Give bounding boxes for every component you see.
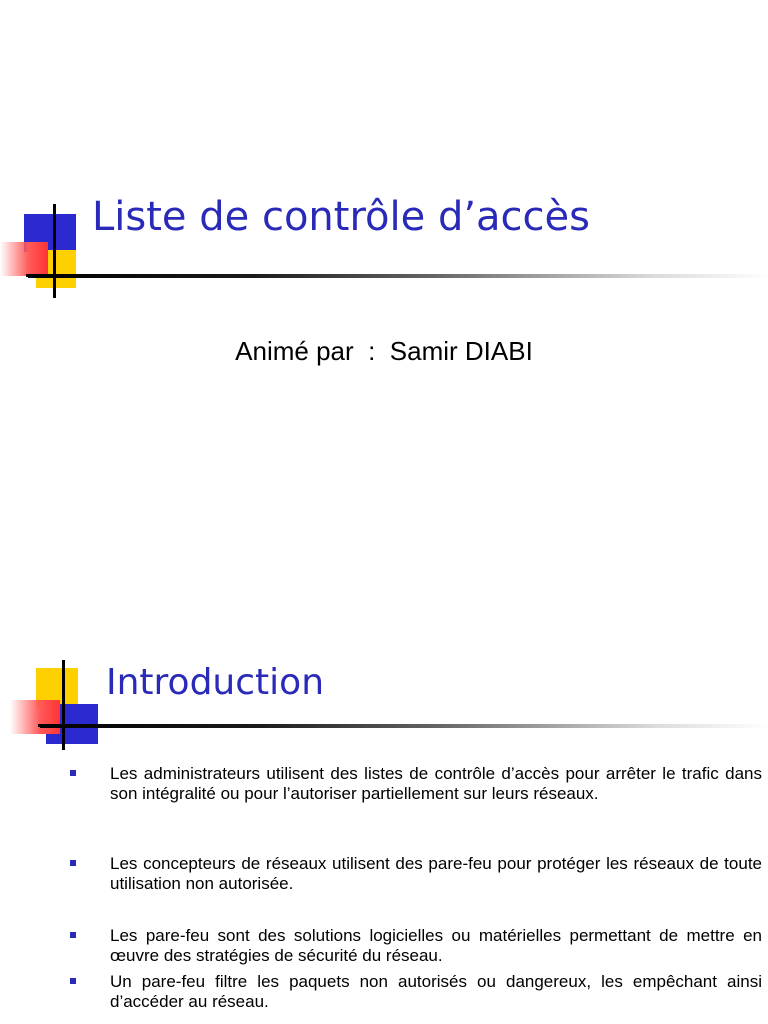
list-item: [70, 926, 762, 966]
bullet-square-icon: [70, 770, 76, 776]
bullet-text: Les pare-feu sont des solutions logicielles ou matérielles permettant de mettre en œuvre des stratégies de sécurité du réseau.: [110, 926, 762, 965]
bullet-square-icon: [70, 932, 76, 938]
title-underline: [40, 724, 768, 728]
bullet-square-icon: [70, 978, 76, 984]
bullet-square-icon: [70, 860, 76, 866]
slide-logo-icon: [0, 200, 100, 300]
bullet-text: Un pare-feu filtre les paquets non autorisés ou dangereux, les empêchant ainsi d’accéder au réseau.: [110, 972, 762, 1011]
slide-title: Liste de contrôle d’accès: [92, 194, 590, 240]
slide-logo-icon: [10, 660, 110, 760]
bullet-text: Les administrateurs utilisent des listes de contrôle d’accès pour arrêter le trafic dans son intégralité ou pour l’autoriser partiellement sur leurs réseaux.: [110, 764, 762, 803]
list-item: [70, 764, 762, 804]
list-item: [70, 854, 762, 894]
introduction-slide: [0, 600, 768, 1024]
list-item: [70, 972, 762, 1012]
slide-title: Introduction: [106, 662, 325, 703]
bullet-text: Les concepteurs de réseaux utilisent des pare-feu pour protéger les réseaux de toute utilisation non autorisée.: [110, 854, 762, 893]
presenter-byline: Animé par : Samir DIABI: [235, 336, 533, 366]
title-underline: [28, 274, 768, 278]
